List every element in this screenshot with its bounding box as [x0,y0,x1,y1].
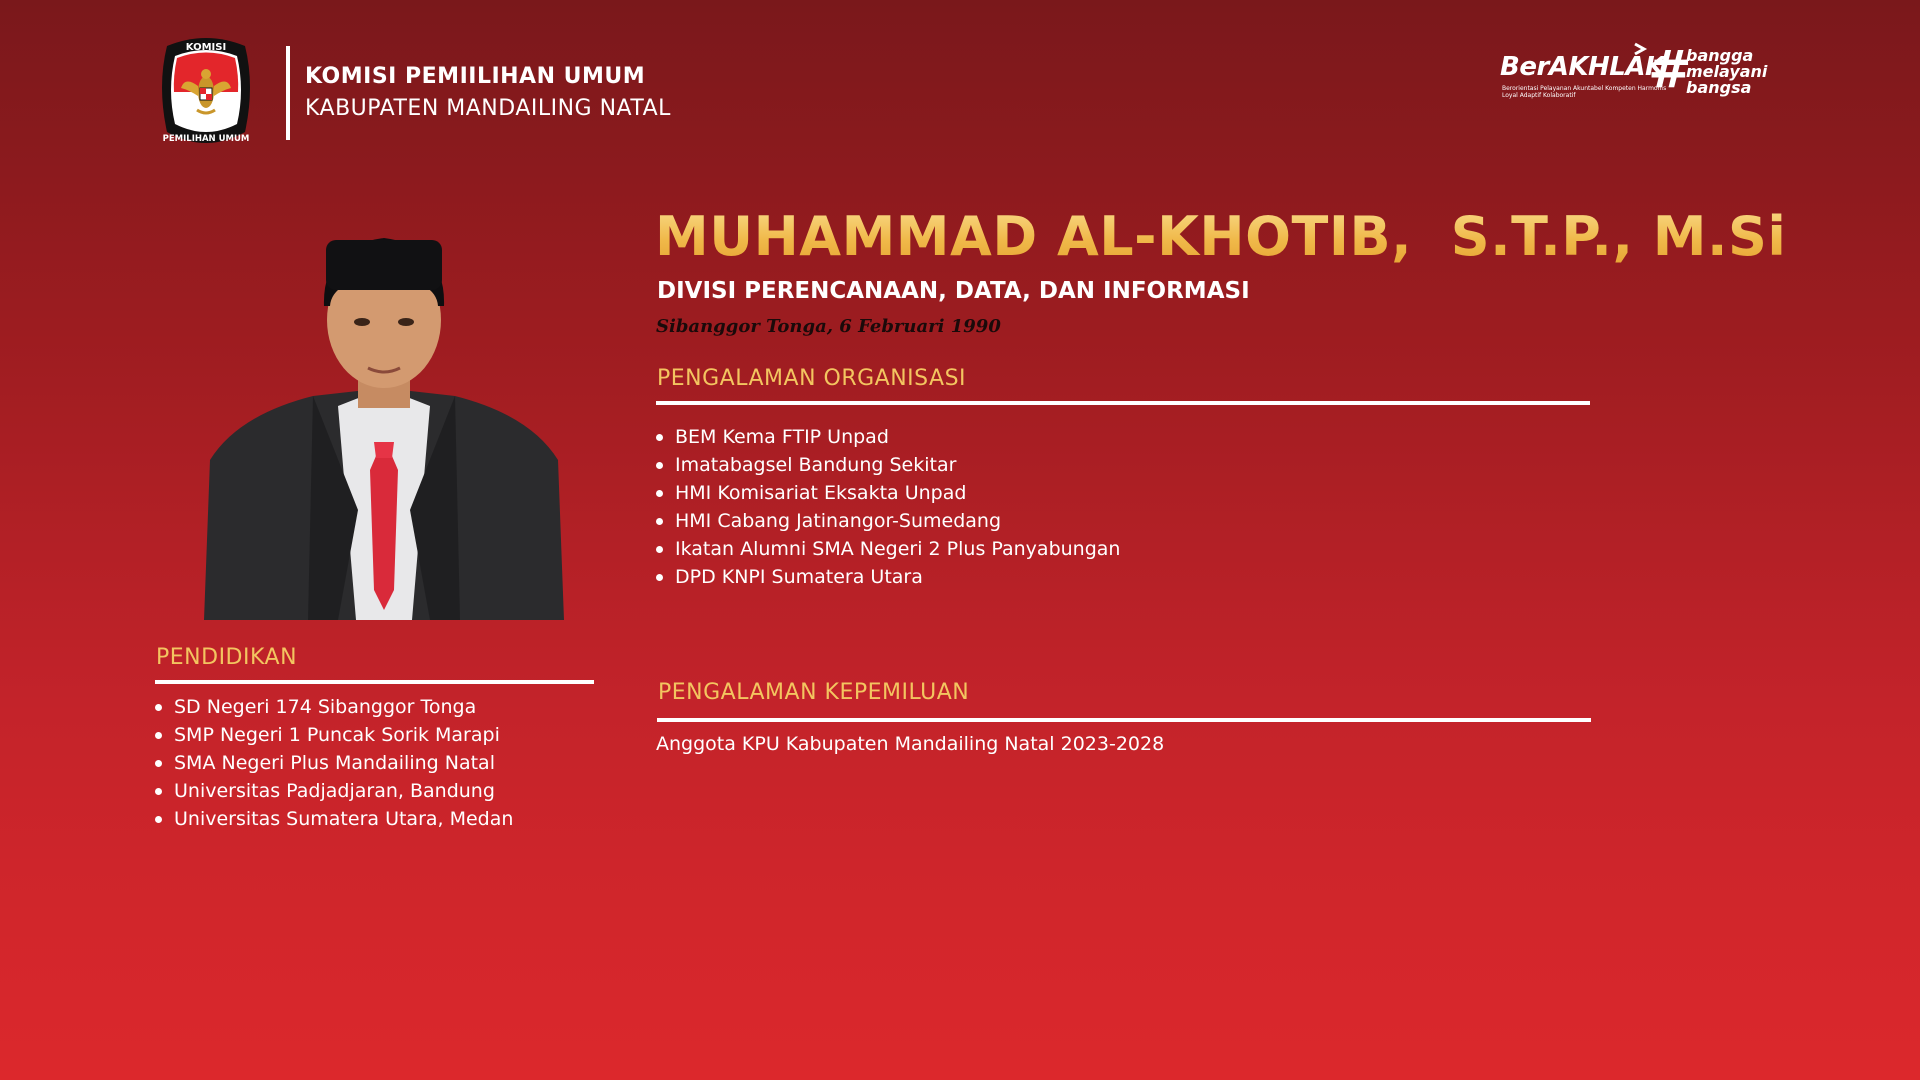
list-item: BEM Kema FTIP Unpad [656,423,1120,451]
list-item: Universitas Sumatera Utara, Medan [155,805,513,833]
berakhlak-logo [1500,40,1768,104]
motto-line: bangga [1686,46,1754,65]
list-item: SD Negeri 174 Sibanggor Tonga [155,693,513,721]
list-item: HMI Cabang Jatinangor-Sumedang [656,507,1120,535]
section-divider [657,718,1591,722]
berakhlak-wordmark: BerAKHLAK [1500,52,1665,82]
logo-top-text: KOMISI [185,42,227,53]
section-title-kepemiluan: PENGALAMAN KEPEMILUAN [658,680,970,705]
section-title-organisasi: PENGALAMAN ORGANISASI [657,366,967,391]
logo-bottom-text: PEMILIHAN UMUM [162,134,250,144]
division-title: DIVISI PERENCANAAN, DATA, DAN INFORMASI [657,278,1250,304]
profile-photo [198,210,570,622]
person-name: MUHAMMAD AL-KHOTIB, S.T.P., M.Si [655,205,1787,268]
section-divider [656,401,1590,405]
organisasi-list [656,423,1120,591]
list-item: Ikatan Alumni SMA Negeri 2 Plus Panyabungan [656,535,1120,563]
section-title-pendidikan: PENDIDIKAN [156,645,298,670]
hashtag-icon: # [1648,40,1692,100]
berakhlak-tagline: Berorientasi Pelayanan Akuntabel Kompeten Harmonis Loyal Adaptif Kolaboratif [1502,85,1667,99]
header-divider [286,46,290,140]
org-title: KOMISI PEMIILIHAN UMUM [305,64,646,89]
motto-line: bangsa [1686,78,1752,97]
motto-line: melayani [1686,62,1768,81]
list-item: Imatabagsel Bandung Sekitar [656,451,1120,479]
list-item: SMP Negeri 1 Puncak Sorik Marapi [155,721,513,749]
berakhlak-motto [1686,48,1767,96]
kpu-logo [157,36,255,150]
list-item: HMI Komisariat Eksakta Unpad [656,479,1120,507]
pendidikan-list [155,693,513,833]
birth-info: Sibanggor Tonga, 6 Februari 1990 [656,316,1001,337]
section-divider [155,680,594,684]
list-item: SMA Negeri Plus Mandailing Natal [155,749,513,777]
org-subtitle: KABUPATEN MANDAILING NATAL [305,96,671,121]
list-item: DPD KNPI Sumatera Utara [656,563,1120,591]
kepemiluan-text: Anggota KPU Kabupaten Mandailing Natal 2023-2028 [656,733,1165,755]
list-item: Universitas Padjadjaran, Bandung [155,777,513,805]
